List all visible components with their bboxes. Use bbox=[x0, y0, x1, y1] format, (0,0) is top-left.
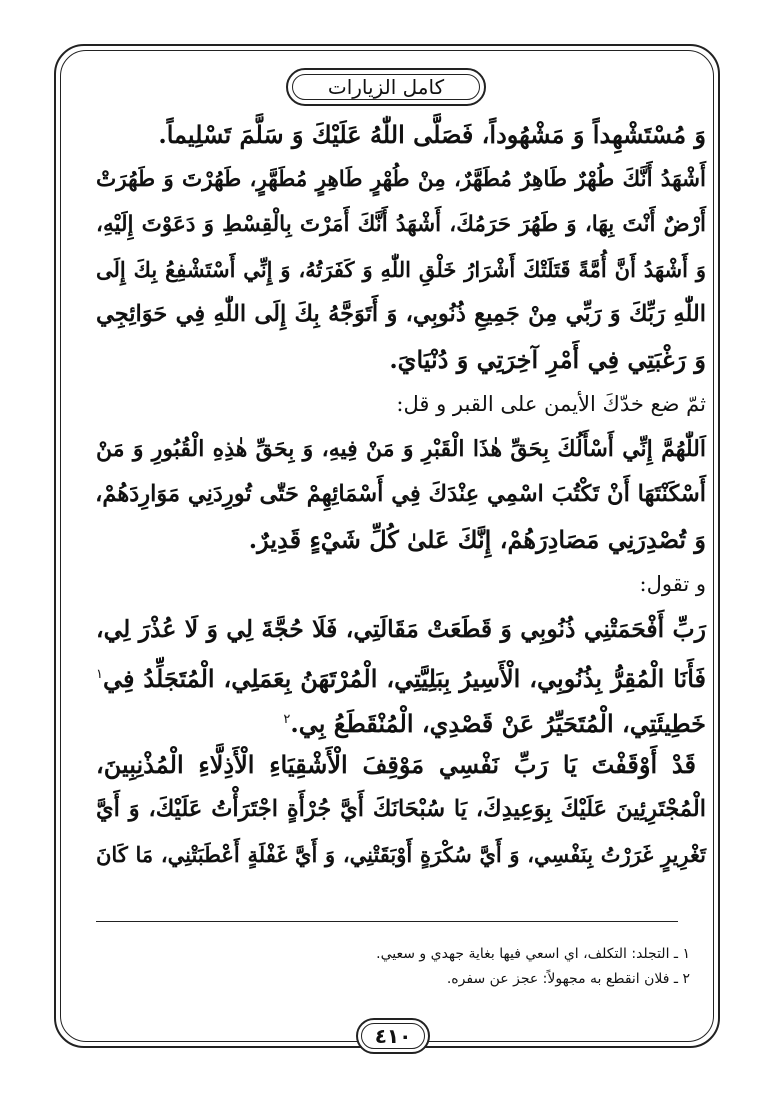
text-line: رَبِّ أَفْحَمَتْنِي ذُنُوبِي وَ قَطَعَتْ مَقَالَتِي، فَلَا حُجَّةَ لِي وَ لَا عُذْرَ لِي، bbox=[96, 615, 706, 643]
text-line: وَ مُسْتَشْهِداً وَ مَشْهُوداً، فَصَلَّى اللّٰهُ عَلَيْكَ وَ سَلَّمَ تَسْلِيماً. bbox=[158, 120, 706, 149]
page-number-cartouche bbox=[356, 1018, 430, 1054]
footnotes bbox=[96, 942, 690, 992]
text-line: أَسْكَنْتَهَا أَنْ تَكْتُبَ اسْمِي عِنْدَكَ فِي أَسْمَائِهِمْ حَتّٰى تُورِدَنِي مَوَارِدَهُمْ، bbox=[95, 481, 706, 507]
page-number: ٤١٠ bbox=[374, 1024, 412, 1048]
text-line: اَللّٰهُمَّ إِنِّي أَسْأَلُكَ بِحَقِّ هٰذَا الْقَبْرِ وَ مَنْ فِيهِ، وَ بِحَقِّ هٰذِهِ الْقُبُورِ وَ مَنْ bbox=[96, 436, 706, 462]
footnote-marker: ١ bbox=[96, 667, 103, 682]
footnote: ٢ ـ فلان انقطع به مجهولاً: عجز عن سفره. bbox=[446, 971, 690, 987]
footnote: ١ ـ التجلد: التكلف، اي اسعي فيها بغاية جهدي و سعيي. bbox=[376, 946, 690, 962]
text-line: تَغْرِيرٍ غَرَرْتُ بِنَفْسِي، وَ أَيَّ سُكْرَةٍ أَوْبَقَتْنِي، وَ أَيَّ غَفْلَةٍ أَعْطَبَتْنِي، مَا كَانَ bbox=[96, 842, 706, 867]
instruction-line: و تقول: bbox=[639, 572, 706, 596]
text-line: أَرْضٌ أَنْتَ بِهَا، وَ طَهُرَ حَرَمُكَ، أَشْهَدُ أَنَّكَ أَمَرْتَ بِالْقِسْطِ وَ دَعَوْتَ إِلَيْهِ، bbox=[96, 212, 706, 237]
main-text bbox=[96, 112, 706, 877]
text-line: وَ أَشْهَدُ أَنَّ أُمَّةً قَتَلَتْكَ أَشْرَارُ خَلْقِ اللّٰهِ وَ كَفَرَتُهُ، وَ إِنِّي أَسْتَشْفِعُ بِكَ إِلَى bbox=[96, 257, 706, 282]
text-line: اللّٰهِ رَبِّكَ وَ رَبِّي مِنْ جَمِيعِ ذُنُوبِي، وَ أَتَوَجَّهُ بِكَ إِلَى اللّٰهِ فِي حَوَائِجِي bbox=[96, 301, 706, 327]
instruction-line: ثمّ ضع خدّكَ الأيمن على القبر و قل: bbox=[396, 392, 706, 416]
text-line: قَدْ أَوْقَفْتَ يَا رَبِّ نَفْسِي مَوْقِفَ الْأَشْقِيَاءِ الْأَذِلَّاءِ الْمُذْنِبِينَ، bbox=[96, 750, 696, 779]
text-line: فَأَنَا الْمُقِرُّ بِذُنُوبِي، الْأَسِيرُ بِبَلِيَّتِي، الْمُرْتَهَنُ بِعَمَلِي، الْمُتَجَلِّدُ فِي$^١$ bbox=[96, 664, 706, 693]
footnote-marker: ٢ bbox=[283, 712, 291, 727]
header-cartouche bbox=[286, 68, 486, 106]
text-line: الْمُجْتَرِئِينَ عَلَيْكَ بِوَعِيدِكَ، يَا سُبْحَانَكَ أَيَّ جُرْأَةٍ اجْتَرَأْتُ عَلَيْكَ، وَ أَيَّ bbox=[96, 796, 706, 822]
text-line: وَ رَغْبَتِي فِي أَمْرِ آخِرَتِي وَ دُنْيَايَ. bbox=[389, 345, 706, 374]
text-line: وَ تُصْدِرَنِي مَصَادِرَهُمْ، إِنَّكَ عَلىٰ كُلِّ شَيْءٍ قَدِيرٌ. bbox=[248, 525, 706, 554]
footnote-separator bbox=[96, 921, 678, 922]
page-header-title: كامل الزيارات bbox=[327, 75, 445, 99]
text-line: أَشْهَدُ أَنَّكَ طُهْرٌ طَاهِرٌ مُطَهَّرٌ، مِنْ طُهْرٍ طَاهِرٍ مُطَهَّرٍ، طَهُرْتَ وَ طَهُرَتْ bbox=[96, 167, 706, 192]
text-line: خَطِيئَتِي، الْمُتَحَيِّرُ عَنْ قَصْدِي، الْمُنْقَطَعُ بِي.$^٢$ bbox=[283, 709, 706, 738]
